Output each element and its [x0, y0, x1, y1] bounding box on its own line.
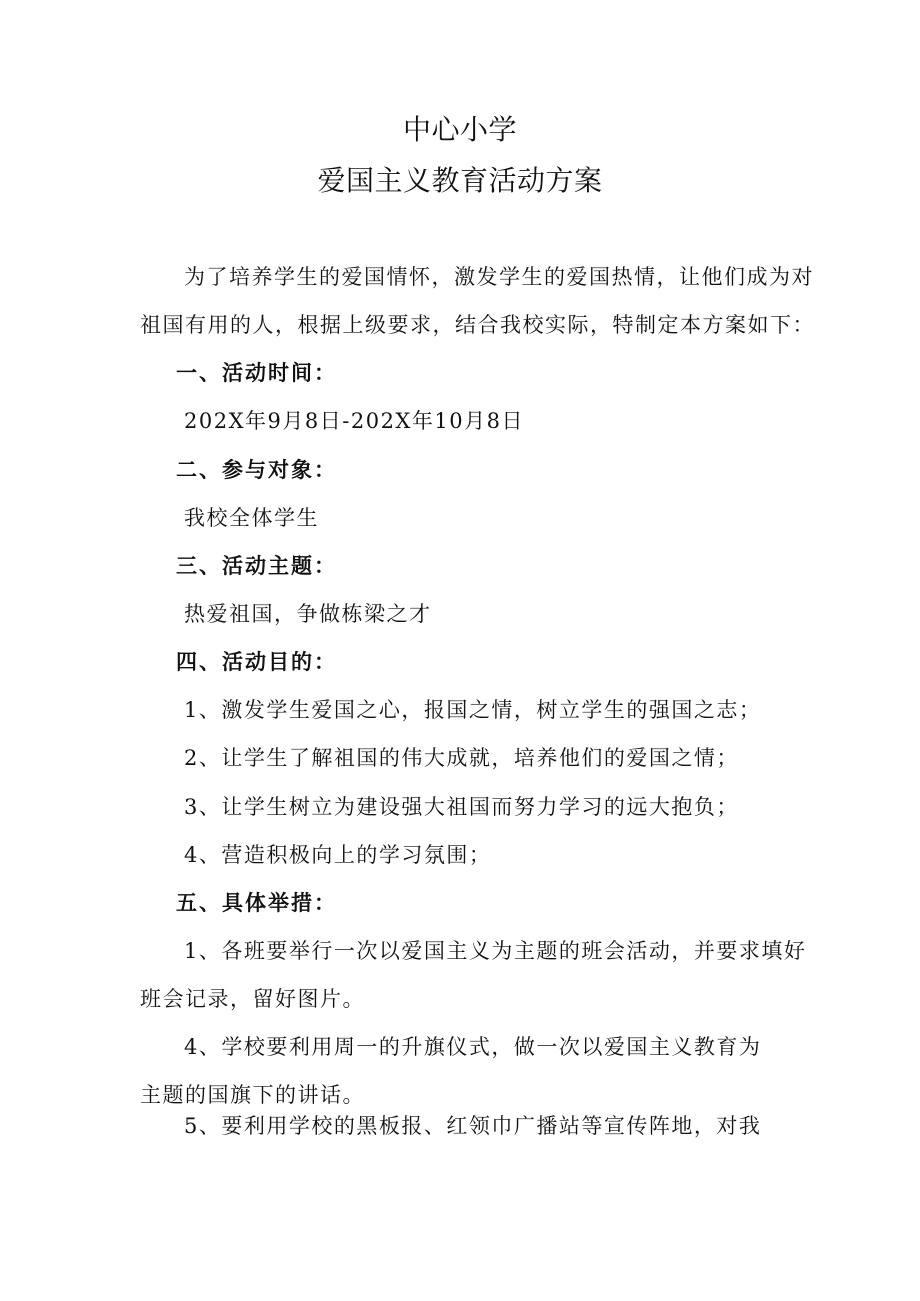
purpose-item: 1、激发学生爱国之心，报国之情，树立学生的强国之志；: [184, 698, 762, 722]
section-heading-measures: 五、具体举措：: [176, 891, 337, 915]
intro-paragraph-line-1: 为了培养学生的爱国情怀，激发学生的爱国热情，让他们成为对: [184, 265, 814, 289]
section-content-time: 202X年9月8日-202X年10月8日: [184, 409, 524, 433]
section-heading-purpose: 四、活动目的：: [176, 650, 337, 674]
section-content-participants: 我校全体学生: [184, 506, 319, 530]
measure-item-continuation: 主题的国旗下的讲话。: [140, 1083, 365, 1107]
document-title-school: 中心小学: [402, 113, 517, 146]
measure-item-continuation: 班会记录，留好图片。: [140, 987, 365, 1011]
section-heading-theme: 三、活动主题：: [176, 554, 337, 578]
section-content-theme: 热爱祖国，争做栋梁之才: [184, 602, 432, 626]
measure-item-line: 5、要利用学校的黑板报、红领巾广播站等宣传阵地，对我: [184, 1114, 762, 1138]
section-heading-participants: 二、参与对象：: [176, 458, 337, 482]
measure-item-line: 4、学校要利用周一的升旗仪式，做一次以爱国主义教育为: [184, 1035, 762, 1059]
purpose-item: 3、让学生树立为建设强大祖国而努力学习的远大抱负；: [184, 795, 739, 819]
purpose-item: 2、让学生了解祖国的伟大成就，培养他们的爱国之情；: [184, 746, 739, 770]
document-title-plan: 爱国主义教育活动方案: [317, 164, 603, 197]
section-heading-time: 一、活动时间：: [176, 361, 337, 385]
measure-item-line: 1、各班要举行一次以爱国主义为主题的班会活动，并要求填好: [184, 939, 807, 963]
intro-paragraph-line-2: 祖国有用的人，根据上级要求，结合我校实际，特制定本方案如下：: [140, 313, 815, 337]
purpose-item: 4、营造积极向上的学习氛围；: [184, 843, 492, 867]
